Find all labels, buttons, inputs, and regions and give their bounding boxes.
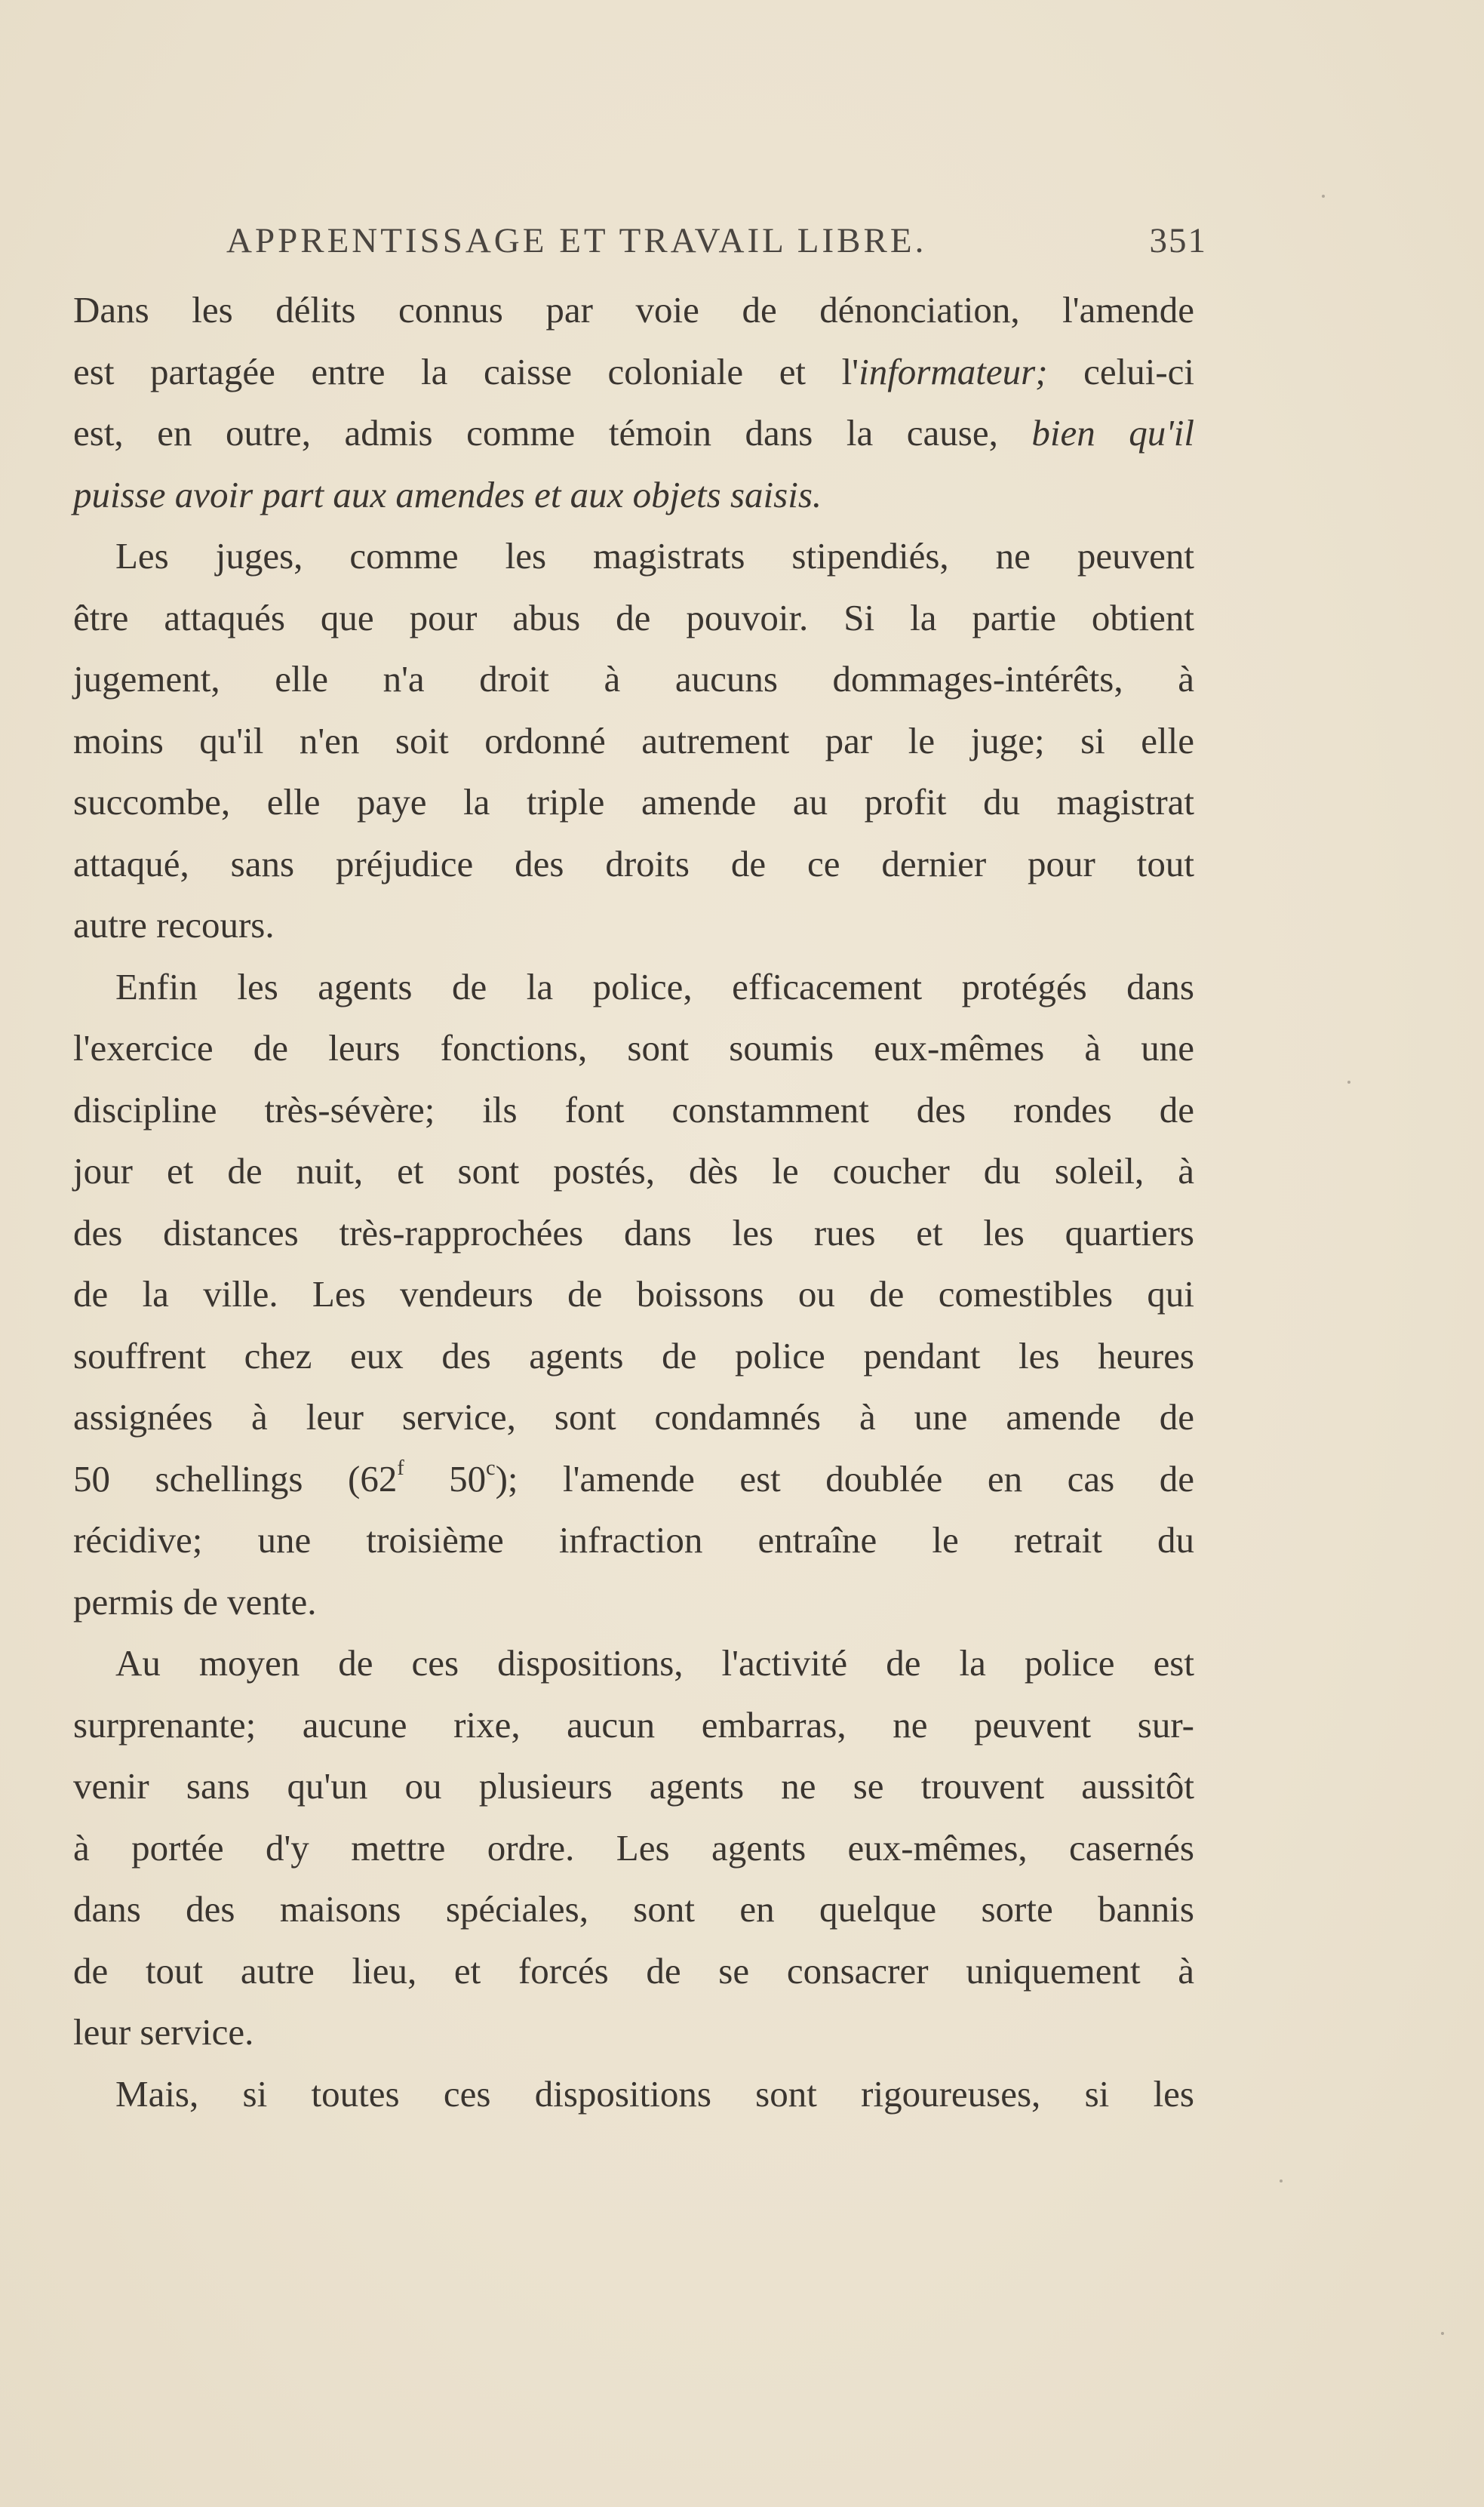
text-line: surprenante; aucune rixe, aucun embarras, ne peuvent sur- <box>73 1703 1194 1746</box>
paper-speck <box>1322 195 1325 198</box>
text-line: 50 schellings (62$^f$ 50$^c$); l'amende est doublée en cas de <box>73 1457 1195 1500</box>
page-number: 351 <box>1149 221 1207 260</box>
paper-speck <box>1280 2179 1283 2182</box>
text-line: puisse avoir part aux amendes et aux objets saisis. <box>73 473 822 515</box>
text-line: permis de vente. <box>73 1580 317 1623</box>
paper-speck <box>1441 2332 1444 2335</box>
text-line: l'exercice de leurs fonctions, sont soumis eux-mêmes à une <box>73 1027 1194 1069</box>
paragraph-first-line: Enfin les agents de la police, efficacement protégés dans <box>115 965 1194 1007</box>
text-line: leur service. <box>73 2011 254 2053</box>
text-line: à portée d'y mettre ordre. Les agents eux-mêmes, casernés <box>73 1826 1194 1869</box>
paper-speck <box>1347 1081 1350 1084</box>
paragraph-first-line: Mais, si toutes ces dispositions sont rigoureuses, si les <box>115 2072 1194 2115</box>
paragraph-first-line: Les juges, comme les magistrats stipendiés, ne peuvent <box>115 535 1194 577</box>
text-line: venir sans qu'un ou plusieurs agents ne se trouvent aussitôt <box>73 1765 1194 1807</box>
text-line: souffrent chez eux des agents de police pendant les heures <box>73 1334 1194 1377</box>
text-line: attaqué, sans préjudice des droits de ce dernier pour tout <box>73 842 1194 884</box>
text-line: être attaqués que pour abus de pouvoir. Si la partie obtient <box>73 596 1194 638</box>
text-line: moins qu'il n'en soit ordonné autrement par le juge; si elle <box>73 719 1194 761</box>
text-line: jugement, elle n'a droit à aucuns dommages-intérêts, à <box>73 658 1194 700</box>
body-text <box>73 279 1194 2124</box>
text-line: Dans les délits connus par voie de dénonciation, l'amende <box>73 289 1194 331</box>
running-title: APPRENTISSAGE ET TRAVAIL LIBRE. <box>226 221 927 260</box>
text-line: assignées à leur service, sont condamnés à une amende de <box>73 1396 1194 1438</box>
running-head <box>226 220 1207 273</box>
text-line: succombe, elle paye la triple amende au profit du magistrat <box>73 781 1194 823</box>
text-line: discipline très-sévère; ils font constamment des rondes de <box>73 1088 1194 1130</box>
text-line: dans des maisons spéciales, sont en quelque sorte bannis <box>73 1888 1194 1930</box>
text-line: jour et de nuit, et sont postés, dès le coucher du soleil, à <box>73 1150 1194 1192</box>
text-line: de tout autre lieu, et forcés de se consacrer uniquement à <box>73 1949 1194 1992</box>
text-line: récidive; une troisième infraction entraîne le retrait du <box>73 1519 1194 1561</box>
text-line: est partagée entre la caisse coloniale et l'informateur; celui-ci <box>73 350 1194 392</box>
text-line: est, en outre, admis comme témoin dans la cause, bien qu'il <box>73 412 1194 454</box>
text-line: de la ville. Les vendeurs de boissons ou de comestibles qui <box>73 1273 1194 1315</box>
paragraph-first-line: Au moyen de ces dispositions, l'activité de la police est <box>115 1642 1194 1684</box>
text-line: autre recours. <box>73 904 275 946</box>
text-line: des distances très-rapprochées dans les rues et les quartiers <box>73 1211 1194 1254</box>
